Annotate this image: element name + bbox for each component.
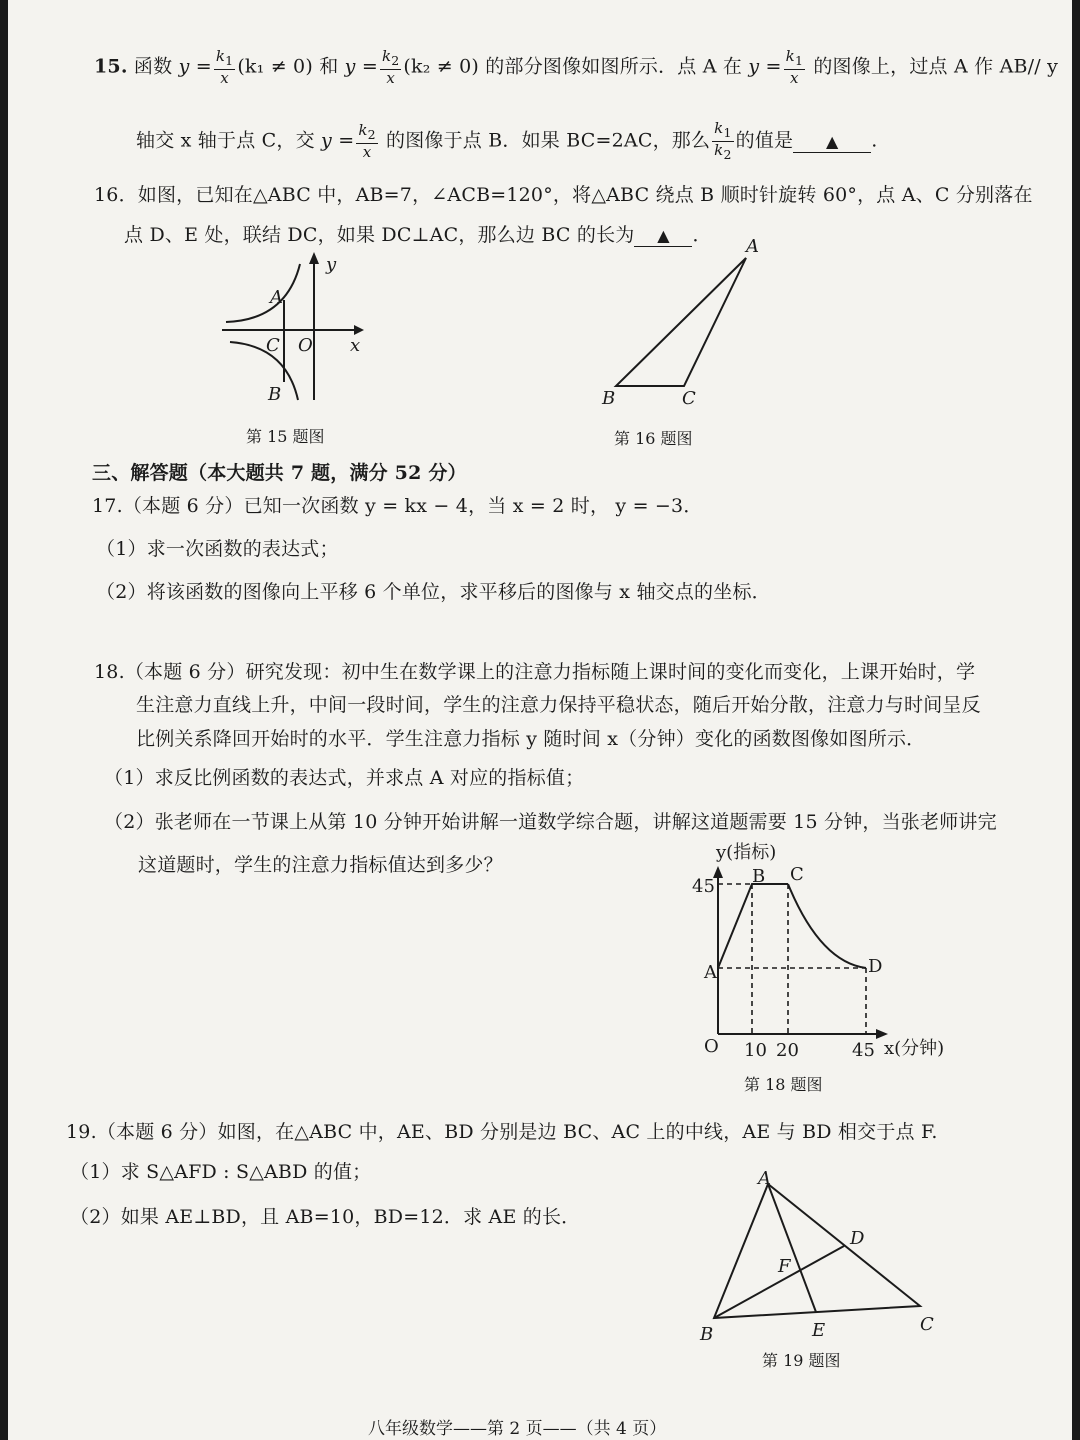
x-tick-45: 45	[852, 1040, 875, 1061]
label-d: D	[868, 956, 883, 977]
triangle-abc	[714, 1184, 920, 1318]
q15-frac-k1: $\frac{k_1}{x}$	[215, 47, 234, 87]
q19-part1: （1）求 S△AFD : S△ABD 的值；	[70, 1161, 372, 1183]
q17-part1: （1）求一次函数的表达式；	[96, 538, 339, 560]
exam-page	[8, 0, 1072, 1440]
q15-frac-k1-k2: $\frac{k_1}{k_2}$	[714, 119, 732, 162]
q19-stem: 19.（本题 6 分）如图，在△ABC 中，AE、BD 分别是边 BC、AC 上的中线，AE 与 BD 相交于点 F.	[66, 1121, 938, 1143]
triangle-abc	[616, 258, 746, 386]
y-axis-arrow	[309, 252, 319, 264]
curve-k1	[226, 264, 300, 322]
x-tick-20: 20	[776, 1040, 799, 1061]
figure-19	[698, 1160, 938, 1350]
label-e: E	[812, 1320, 826, 1341]
label-b: B	[268, 384, 282, 405]
x-tick-10: 10	[744, 1040, 767, 1061]
q15-frac-k2: $\frac{k_2}{x}$	[381, 47, 400, 87]
label-x: x	[350, 335, 361, 356]
label-f: F	[778, 1256, 791, 1277]
q15-frac-k1-b: $\frac{k_1}{x}$	[785, 47, 804, 87]
label-o: O	[298, 335, 313, 356]
q18-part2-line1: （2）张老师在一节课上从第 10 分钟开始讲解一道数学综合题，讲解这道题需要 15 分钟，当张老师讲完	[104, 811, 997, 833]
label-b: B	[602, 388, 616, 409]
label-a: A	[704, 962, 717, 983]
x-axis-label: x(分钟)	[884, 1038, 945, 1059]
label-c: C	[266, 335, 280, 356]
curve-cd	[788, 884, 866, 968]
q17-stem: 17.（本题 6 分）已知一次函数 y = kx − 4，当 x = 2 时， y = −3．	[92, 495, 703, 517]
label-c: C	[682, 388, 696, 409]
label-d: D	[850, 1228, 865, 1249]
label-o: O	[704, 1036, 719, 1057]
q17-part2: （2）将该函数的图像向上平移 6 个单位，求平移后的图像与 x 轴交点的坐标．	[96, 581, 771, 603]
fig16-caption: 第 16 题图	[614, 429, 693, 448]
figure-18	[680, 838, 960, 1070]
q18-line3: 比例关系降回开始时的水平．学生注意力指标 y 随时间 x（分钟）变化的函数图像如图所示．	[136, 728, 926, 750]
q18-part2-line2: 这道题时，学生的注意力指标值达到多少？	[138, 854, 503, 876]
q18-part1: （1）求反比例函数的表达式，并求点 A 对应的指标值；	[104, 767, 585, 789]
y-axis-label: y(指标)	[716, 842, 777, 863]
label-a: A	[758, 1168, 771, 1189]
label-b: B	[752, 866, 766, 887]
label-a: A	[270, 287, 283, 308]
fig19-caption: 第 19 题图	[762, 1351, 841, 1370]
page-footer: 八年级数学——第 2 页——（共 4 页）	[368, 1419, 667, 1439]
q18-line1: 18.（本题 6 分）研究发现：初中生在数学课上的注意力指标随上课时间的变化而变化，上课开始时，学	[94, 661, 976, 683]
label-c: C	[920, 1314, 934, 1335]
q16-answer-blank: ▲	[634, 226, 692, 247]
q18-line2: 生注意力直线上升，中间一段时间，学生的注意力保持平稳状态，随后开始分散，注意力与时间呈反	[136, 694, 981, 716]
q19-part2: （2）如果 AE⊥BD，且 AB=10，BD=12．求 AE 的长．	[70, 1206, 581, 1228]
label-y: y	[326, 254, 337, 275]
label-a: A	[746, 236, 759, 257]
x-axis-arrow	[354, 325, 364, 335]
figure-15	[208, 250, 378, 410]
label-b: B	[700, 1324, 714, 1345]
q15-frac-k2-b: $\frac{k_2}{x}$	[358, 121, 376, 161]
line-abc	[718, 884, 788, 968]
figure-16	[598, 232, 778, 412]
y-tick-45: 45	[692, 876, 715, 897]
curve-k2	[230, 342, 298, 400]
fig18-caption: 第 18 题图	[744, 1075, 823, 1094]
q15-line1: 15. 函数 y = $\frac{k_1}{x}$ (k₁ ≠ 0) 和 y = $\frac{k_2}{x}$ (k₂ ≠ 0) 的部分图像如图所示．点 A 在 y = $\frac{k_1}{x}$ 的图像上，过点 A 作 AB// y	[94, 47, 1059, 87]
q16-line2: 点 D、E 处，联结 DC，如果 DC⊥AC，那么边 BC 的长为 ▲ ．	[124, 224, 712, 246]
fig15-caption: 第 15 题图	[246, 427, 325, 446]
q15-answer-blank: ▲	[793, 132, 871, 153]
q16-line1: 16．如图，已知在△ABC 中，AB=7，∠ACB=120°，将△ABC 绕点 B 顺时针旋转 60°，点 A、C 分别落在	[94, 184, 1033, 206]
section-3-title: 三、解答题（本大题共 7 题，满分 52 分）	[92, 462, 467, 484]
q15-line2: 轴交 x 轴于点 C，交 y = $\frac{k_2}{x}$ 的图像于点 B．如果 BC=2AC，那么 $\frac{k_1}{k_2}$ 的值是 ▲ .	[136, 119, 878, 162]
label-c: C	[790, 864, 804, 885]
